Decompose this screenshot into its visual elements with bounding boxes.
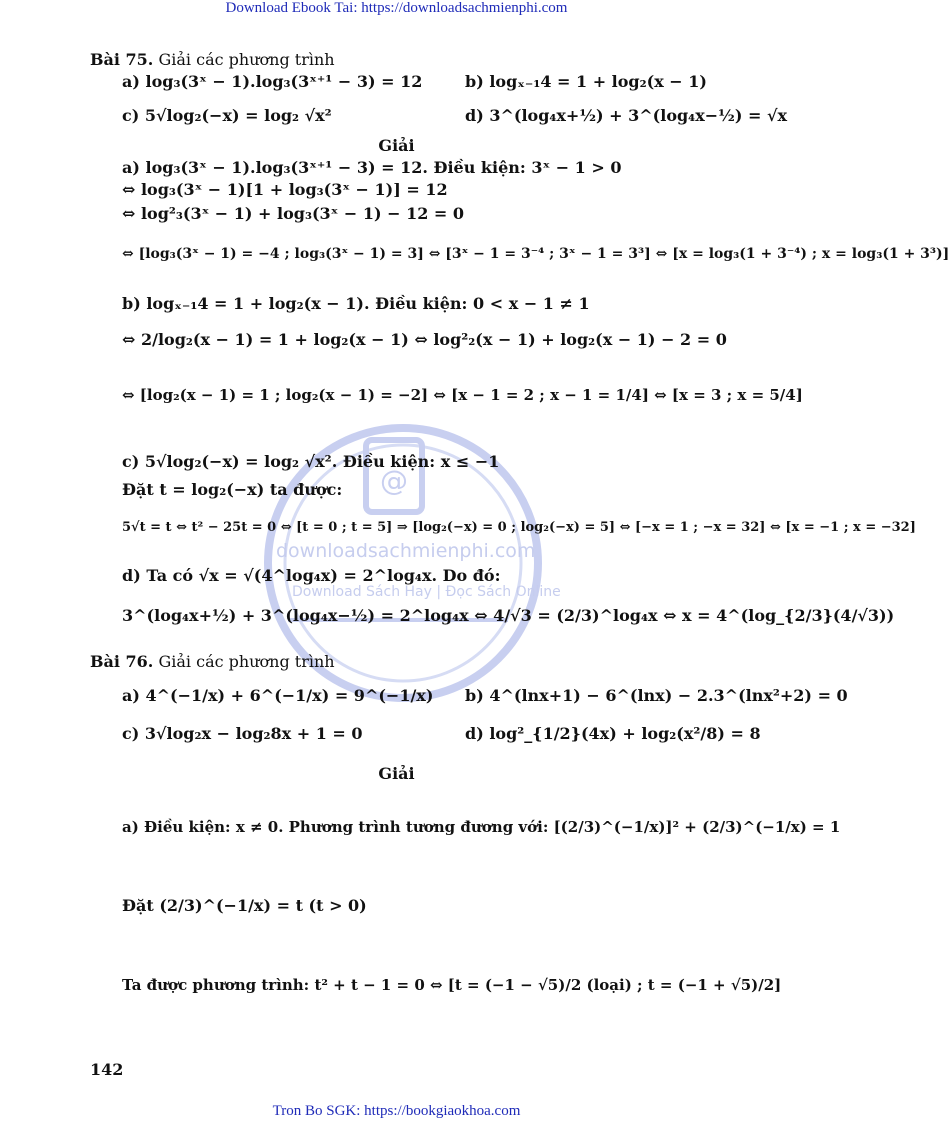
bai76-c: c) 3√log₂x − log₂8x + 1 = 0 [122, 724, 363, 743]
bai75-c: c) 5√log₂(−x) = log₂ √x² [122, 106, 332, 125]
bai75-giai: Giải [378, 136, 415, 155]
bai75-heading [90, 50, 335, 69]
bai75-line-3: ⇔ log²₃(3ˣ − 1) + log₃(3ˣ − 1) − 12 = 0 [122, 204, 465, 223]
bai75-line-4: ⇔ [log₃(3ˣ − 1) = −4 ; log₃(3ˣ − 1) = 3] ⇔ [3ˣ − 1 = 3⁻⁴ ; 3ˣ − 1 = 3³] ⇔ [x = log₃(1 + 3⁻⁴) ; x = log₃(1 + 3³)] [122, 246, 949, 262]
header-link[interactable]: Download Ebook Tai: https://downloadsachmienphi.com [225, 0, 568, 16]
bai76-line-1: a) Điều kiện: x ≠ 0. Phương trình tương đương với: [(2/3)^(−1/x)]² + (2/3)^(−1/x) = 1 [122, 818, 841, 836]
bai76-d: d) log²_{1/2}(4x) + log₂(x²/8) = 8 [465, 724, 761, 743]
bai76-title: Bài 76. [90, 652, 154, 671]
bai75-line-9: Đặt t = log₂(−x) ta được: [122, 480, 343, 499]
bai75-b: b) logₓ₋₁4 = 1 + log₂(x − 1) [465, 72, 707, 91]
bai75-line-1: a) log₃(3ˣ − 1).log₃(3ˣ⁺¹ − 3) = 12. Điều kiện: 3ˣ − 1 > 0 [122, 158, 622, 177]
bai76-intro: Giải các phương trình [158, 652, 335, 671]
bai76-line-3: Ta được phương trình: t² + t − 1 = 0 ⇔ [t = (−1 − √5)/2 (loại) ; t = (−1 + √5)/2] [122, 976, 782, 994]
bai75-line-11: d) Ta có √x = √(4^log₄x) = 2^log₄x. Do đó: [122, 566, 501, 585]
footer-link[interactable]: Tron Bo SGK: https://bookgiaokhoa.com [272, 1103, 521, 1119]
bai76-line-2: Đặt (2/3)^(−1/x) = t (t > 0) [122, 896, 367, 915]
bai75-a: a) log₃(3ˣ − 1).log₃(3ˣ⁺¹ − 3) = 12 [122, 72, 423, 91]
bai75-line-6: ⇔ 2/log₂(x − 1) = 1 + log₂(x − 1) ⇔ log²₂(x − 1) + log₂(x − 1) − 2 = 0 [122, 330, 727, 349]
watermark-site: downloadsachmienphi.com [276, 540, 536, 562]
bai76-giai: Giải [378, 764, 415, 783]
page-number: 142 [90, 1060, 124, 1079]
bai75-line-8: c) 5√log₂(−x) = log₂ √x². Điều kiện: x ≤ −1 [122, 452, 500, 471]
bai75-line-12: 3^(log₄x+½) + 3^(log₄x−½) = 2^log₄x ⇔ 4/√3 = (2/3)^log₄x ⇔ x = 4^(log_{2/3}(4/√3)) [122, 606, 895, 625]
bai75-line-10: 5√t = t ⇔ t² − 25t = 0 ⇔ [t = 0 ; t = 5] ⇒ [log₂(−x) = 0 ; log₂(−x) = 5] ⇔ [−x = 1 ; −x = 32] ⇔ [x = −1 ; x = −32] [122, 520, 916, 535]
bai76-b: b) 4^(lnx+1) − 6^(lnx) − 2.3^(lnx²+2) = 0 [465, 686, 848, 705]
bai76-a: a) 4^(−1/x) + 6^(−1/x) = 9^(−1/x) [122, 686, 434, 705]
bai75-title: Bài 75. [90, 50, 154, 69]
bai75-d: d) 3^(log₄x+½) + 3^(log₄x−½) = √x [465, 106, 787, 125]
bai75-line-5: b) logₓ₋₁4 = 1 + log₂(x − 1). Điều kiện: 0 < x − 1 ≠ 1 [122, 294, 590, 313]
svg-text:@: @ [380, 464, 408, 497]
bai76-heading [90, 652, 335, 671]
bai75-line-2: ⇔ log₃(3ˣ − 1)[1 + log₃(3ˣ − 1)] = 12 [122, 180, 448, 199]
bai75-intro: Giải các phương trình [158, 50, 335, 69]
watermark-slogan: Download Sách Hay | Đọc Sách Online [292, 584, 561, 600]
bai75-line-7: ⇔ [log₂(x − 1) = 1 ; log₂(x − 1) = −2] ⇔ [x − 1 = 2 ; x − 1 = 1/4] ⇔ [x = 3 ; x = 5/4] [122, 386, 803, 404]
